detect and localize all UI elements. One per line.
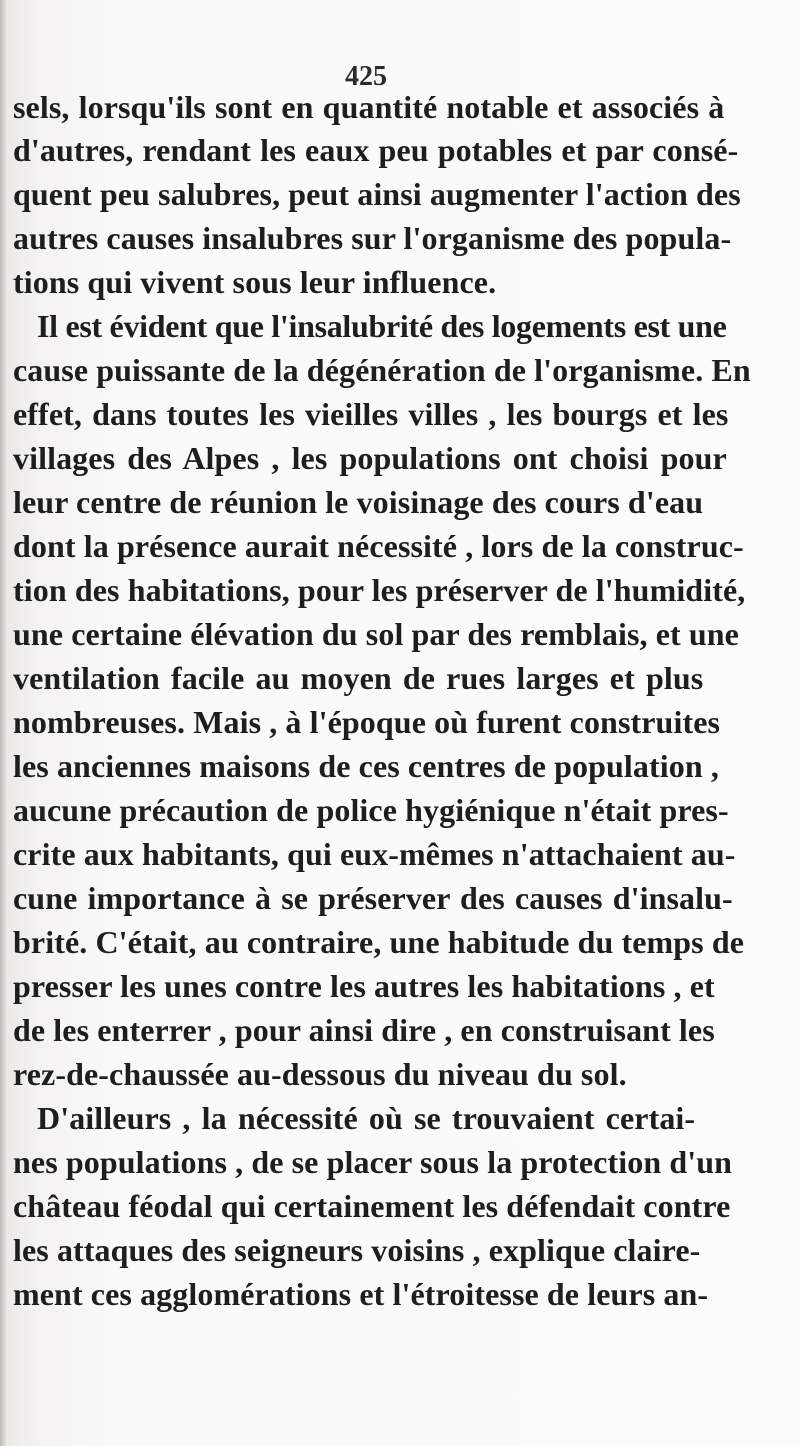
text-line: les attaques des seigneurs voisins , explique claire- bbox=[13, 1232, 701, 1268]
text-line: château féodal qui certainement les défendait contre bbox=[13, 1188, 731, 1224]
text-line: une certaine élévation du sol par des remblais, et une bbox=[13, 616, 739, 652]
text-line: cause puissante de la dégénération de l'organisme. En bbox=[13, 352, 751, 388]
text-line: de les enterrer , pour ainsi dire , en construisant les bbox=[13, 1012, 715, 1048]
text-line: effet, dans toutes les vieilles villes , les bourgs et les bbox=[13, 396, 729, 432]
text-line: Il est évident que l'insalubrité des logements est une bbox=[37, 308, 727, 344]
text-line: D'ailleurs , la nécessité où se trouvaient certai- bbox=[37, 1100, 696, 1136]
text-line: aucune précaution de police hygiénique n'était pres- bbox=[13, 792, 729, 828]
text-line: les anciennes maisons de ces centres de population , bbox=[13, 748, 719, 784]
text-line: ventilation facile au moyen de rues larges et plus bbox=[13, 660, 704, 696]
text-line: presser les unes contre les autres les habitations , et bbox=[13, 968, 715, 1004]
text-line: autres causes insalubres sur l'organisme des popula- bbox=[13, 220, 732, 256]
text-line: dont la présence aurait nécessité , lors de la construc- bbox=[13, 528, 744, 564]
text-line: rez-de-chaussée au-dessous du niveau du sol. bbox=[13, 1056, 627, 1092]
text-line: nes populations , de se placer sous la protection d'un bbox=[13, 1144, 733, 1180]
text-line: d'autres, rendant les eaux peu potables et par consé- bbox=[13, 132, 739, 168]
text-line: villages des Alpes , les populations ont choisi pour bbox=[13, 440, 727, 476]
text-line: nombreuses. Mais , à l'époque où furent construites bbox=[13, 704, 721, 740]
text-line: brité. C'était, au contraire, une habitude du temps de bbox=[13, 924, 745, 960]
page-number: 425 bbox=[345, 61, 387, 92]
text-line: tions qui vivent sous leur influence. bbox=[13, 264, 497, 300]
text-line: leur centre de réunion le voisinage des cours d'eau bbox=[13, 484, 704, 520]
text-line: crite aux habitants, qui eux-mêmes n'attachaient au- bbox=[13, 836, 736, 872]
text-line: ment ces agglomérations et l'étroitesse de leurs an- bbox=[13, 1276, 709, 1312]
text-line: cune importance à se préserver des causes d'insalu- bbox=[13, 880, 733, 916]
text-line: quent peu salubres, peut ainsi augmenter l'action des bbox=[13, 176, 741, 212]
text-line: sels, lorsqu'ils sont en quantité notable et associés à bbox=[13, 89, 725, 125]
text-line: tion des habitations, pour les préserver de l'humidité, bbox=[13, 572, 746, 608]
